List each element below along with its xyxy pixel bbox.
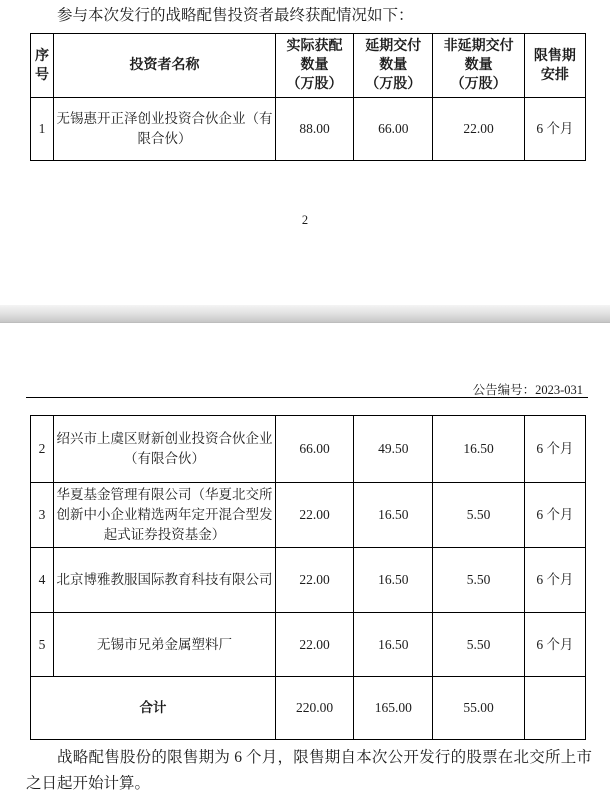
table-row-3: [31, 483, 586, 548]
header-rule: [26, 397, 588, 398]
cell-total-nondeferred: 55.00: [433, 677, 524, 740]
cell-seq: 4: [31, 548, 54, 613]
table-total-row: [31, 677, 586, 740]
cell-total-deferred: 165.00: [354, 677, 433, 740]
cell-lockup: 6 个月: [524, 416, 585, 483]
cell-investor-name: 无锡惠开正泽创业投资合伙企业（有限合伙）: [54, 98, 276, 161]
cell-seq: 5: [31, 613, 54, 677]
cell-deferred-qty: 16.50: [354, 548, 433, 613]
table-row-5: [31, 613, 586, 677]
header-lockup-line2: 安排: [540, 67, 569, 83]
table-header-row: [31, 34, 586, 98]
page-number: 2: [301, 213, 309, 227]
cell-investor-name: 华夏基金管理有限公司（华夏北交所创新中小企业精选两年定开混合型发起式证券投资基金）: [54, 483, 276, 548]
header-deferred-line2: 数量: [379, 58, 408, 73]
header-actual-qty: [275, 34, 353, 98]
cell-actual-qty: 66.00: [275, 416, 353, 483]
cell-nondeferred-qty: 16.50: [433, 416, 524, 483]
cell-deferred-qty: 66.00: [354, 98, 433, 161]
cell-nondeferred-qty: 5.50: [433, 483, 524, 548]
cell-nondeferred-qty: 22.00: [433, 98, 524, 161]
cell-actual-qty: 22.00: [275, 483, 353, 548]
cell-seq: 3: [31, 483, 54, 548]
header-nondeferred-line1: 非延期交付: [443, 39, 514, 54]
cell-nondeferred-qty: 5.50: [433, 548, 524, 613]
cell-investor-name: 北京博雅教服国际教育科技有限公司: [54, 548, 276, 613]
allocation-table-part2: [30, 415, 586, 740]
cell-lockup: 6 个月: [524, 548, 585, 613]
header-lockup-line1: 限售期: [533, 48, 576, 64]
cell-deferred-qty: 16.50: [354, 483, 433, 548]
cell-actual-qty: 22.00: [275, 613, 353, 677]
cell-investor-name: 绍兴市上虞区财新创业投资合伙企业（有限合伙）: [54, 416, 276, 483]
cell-seq: 2: [31, 416, 54, 483]
header-actual-line3: （万股）: [286, 77, 343, 92]
announcement-number: 公告编号：2023-031: [472, 383, 583, 397]
cell-lockup: 6 个月: [524, 98, 585, 161]
header-deferred-qty: [354, 34, 433, 98]
header-nondeferred-line2: 数量: [464, 58, 493, 73]
header-actual-line1: 实际获配: [286, 39, 343, 54]
closing-paragraph: 战略配售股份的限售期为 6 个月，限售期自本次公开发行的股票在北交所上市之日起开始计算。: [26, 749, 592, 792]
cell-total-label: 合计: [31, 677, 276, 740]
table-row-2: [31, 416, 586, 483]
header-nondeferred-qty: [433, 34, 524, 98]
header-nondeferred-line3: （万股）: [450, 77, 507, 92]
cell-actual-qty: 22.00: [275, 548, 353, 613]
header-seq-no: [31, 34, 54, 98]
cell-nondeferred-qty: 5.50: [433, 613, 524, 677]
table-row-1: [31, 98, 586, 161]
cell-deferred-qty: 49.50: [354, 416, 433, 483]
allocation-table-part1: [30, 33, 586, 161]
cell-actual-qty: 88.00: [275, 98, 353, 161]
header-investor-name: 投资者名称: [54, 34, 276, 98]
header-seq-line2: 号: [35, 67, 50, 83]
cell-total-lockup: [524, 677, 585, 740]
page-break-separator: [0, 305, 610, 323]
intro-paragraph: 参与本次发行的战略配售投资者最终获配情况如下：: [57, 7, 414, 24]
cell-seq: 1: [31, 98, 54, 161]
cell-lockup: 6 个月: [524, 483, 585, 548]
cell-deferred-qty: 16.50: [354, 613, 433, 677]
cell-total-actual: 220.00: [275, 677, 353, 740]
header-actual-line2: 数量: [300, 58, 329, 73]
table-row-4: [31, 548, 586, 613]
header-deferred-line1: 延期交付: [365, 39, 422, 54]
header-lockup-period: [524, 34, 585, 98]
header-seq-line1: 序: [35, 48, 50, 64]
header-deferred-line3: （万股）: [365, 77, 422, 92]
cell-lockup: 6 个月: [524, 613, 585, 677]
cell-investor-name: 无锡市兄弟金属塑料厂: [54, 613, 276, 677]
